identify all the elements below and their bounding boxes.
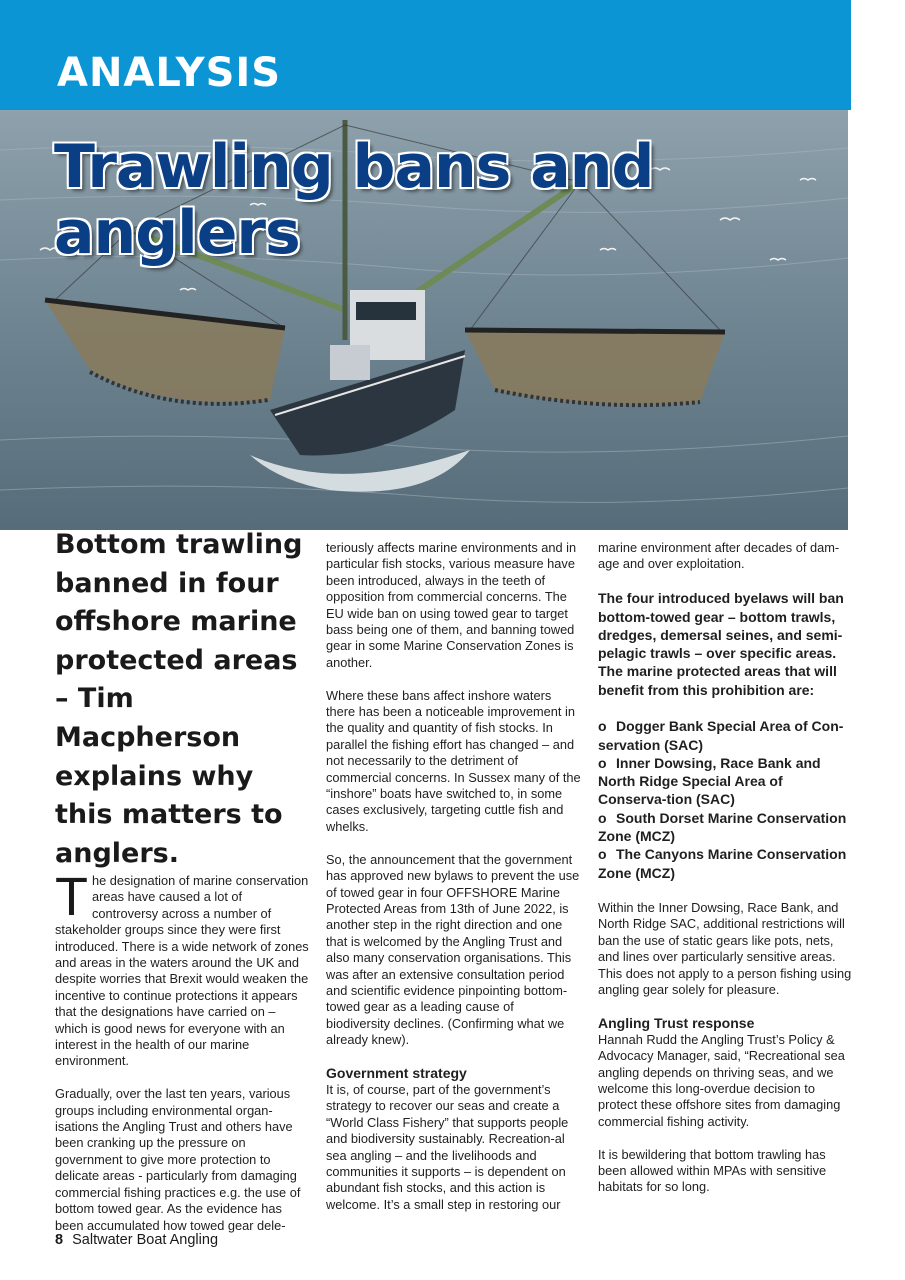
column-2 bbox=[326, 540, 581, 1230]
list-item: o Inner Dowsing, Race Bank and North Ridge Special Area of Conserva-tion (SAC) bbox=[598, 754, 821, 808]
paragraph: marine environment after decades of dam-age and over exploitation. bbox=[598, 540, 840, 572]
page-number: 8 bbox=[55, 1232, 64, 1248]
standfirst: Bottom trawling banned in four offshore marine protected areas – Tim Macpherson explains why this matters to anglers. bbox=[55, 529, 303, 869]
list-item: o South Dorset Marine Conservation Zone (MCZ) bbox=[598, 809, 847, 845]
list-item: o Dogger Bank Special Area of Con-servation (SAC) bbox=[598, 718, 844, 753]
column-1 bbox=[55, 867, 310, 1250]
intro-paragraph: The designation of marine conservation areas have caused a lot of controversy across a number of stakeholder groups since they were first introduced. There is a wide network of zones and areas in the waters around the UK and despite worries that Brexit would weaken the incentive to continue protections it appears that the designations have carried on – which is good news for everyone with an interest in the health of our marine environment. bbox=[55, 867, 309, 1069]
section-title: ANALYSIS bbox=[57, 50, 282, 96]
mpa-list bbox=[598, 717, 853, 882]
paragraph: Where these bans affect inshore waters there has been a noticeable improvement in the quality and quantity of fish stocks. In parallel the fishing effort has changed – and not necessarily to the detriment of commercial concerns. In Sussex many of the “inshore” boats have switched to, in some cases exclusively, targeting cuttle fish and whelks. bbox=[326, 687, 581, 834]
highlight-block bbox=[598, 589, 853, 699]
publication-name: Saltwater Boat Angling bbox=[72, 1232, 219, 1248]
paragraph: It is, of course, part of the government’s strategy to recover our seas and create a “World Class Fishery” that supports people and biodiversity sustainably. Recreation-al sea angling – and the livelihoods and communities it supports – is dependent on abundant fish stocks, and this action is welcome. It’s a small step in restoring our bbox=[326, 1081, 569, 1212]
list-item: o The Canyons Marine Conservation Zone (MCZ) bbox=[598, 846, 847, 881]
column-3 bbox=[598, 540, 853, 1212]
paragraph: Within the Inner Dowsing, Race Bank, and North Ridge SAC, additional restrictions will ban the use of static gears like pots, nets, and lines over particularly sensitive areas. This does not apply to a person fishing using angling gear solely for pleasure. bbox=[598, 899, 852, 997]
subheading-angling-trust-response: Angling Trust response bbox=[598, 1014, 755, 1031]
mpa-intro: The marine protected areas that will benefit from this prohibition are: bbox=[598, 663, 837, 698]
paragraph: Hannah Rudd the Angling Trust’s Policy & Advocacy Manager, said, “Recreational sea angling depends on thriving seas, and we welcome this long-overdue decision to protect these offshore sites from damaging commercial fishing activity. bbox=[598, 1031, 845, 1129]
paragraph: It is bewildering that bottom trawling has been allowed within MPAs with sensitive habitats for so long. bbox=[598, 1146, 827, 1195]
byelaws-statement: The four introduced byelaws will ban bottom-towed gear – bottom trawls, dredges, demersal seines, and semi-pelagic trawls – over specific areas. bbox=[598, 590, 844, 662]
paragraph: So, the announcement that the government has approved new bylaws to prevent the use of towed gear in four OFFSHORE Marine Protected Areas from 13th of June 2022, is another step in the right direction and one that is welcomed by the Angling Trust and also many conservation organisations. This was after an extensive consultation period and scientific evidence pinpointing bottom-towed gear as a leading cause of biodiversity declines. (Confirming what we already knew). bbox=[326, 851, 580, 1048]
subheading-government-strategy: Government strategy bbox=[326, 1064, 467, 1081]
drop-cap: T bbox=[55, 867, 88, 927]
paragraph: teriously affects marine environments and in particular fish stocks, various measure have been introduced, always in the teeth of opposition from commercial concerns. The EU wide ban on using towed gear to target bass being one of them, and banning towed gear in some Marine Conservation Zones is another. bbox=[326, 540, 577, 670]
page-footer bbox=[55, 1232, 218, 1248]
section-banner bbox=[0, 0, 851, 110]
headline: Trawling bans and anglers bbox=[54, 132, 654, 268]
paragraph: Gradually, over the last ten years, various groups including environmental organ-isations the Angling Trust and others have been cranking up the pressure on government to give more protection to delicate areas - particularly from damaging commercial fishing practices e.g. the use of bottom towed gear. As the evidence has been accumulated how towed gear dele- bbox=[55, 1086, 301, 1233]
